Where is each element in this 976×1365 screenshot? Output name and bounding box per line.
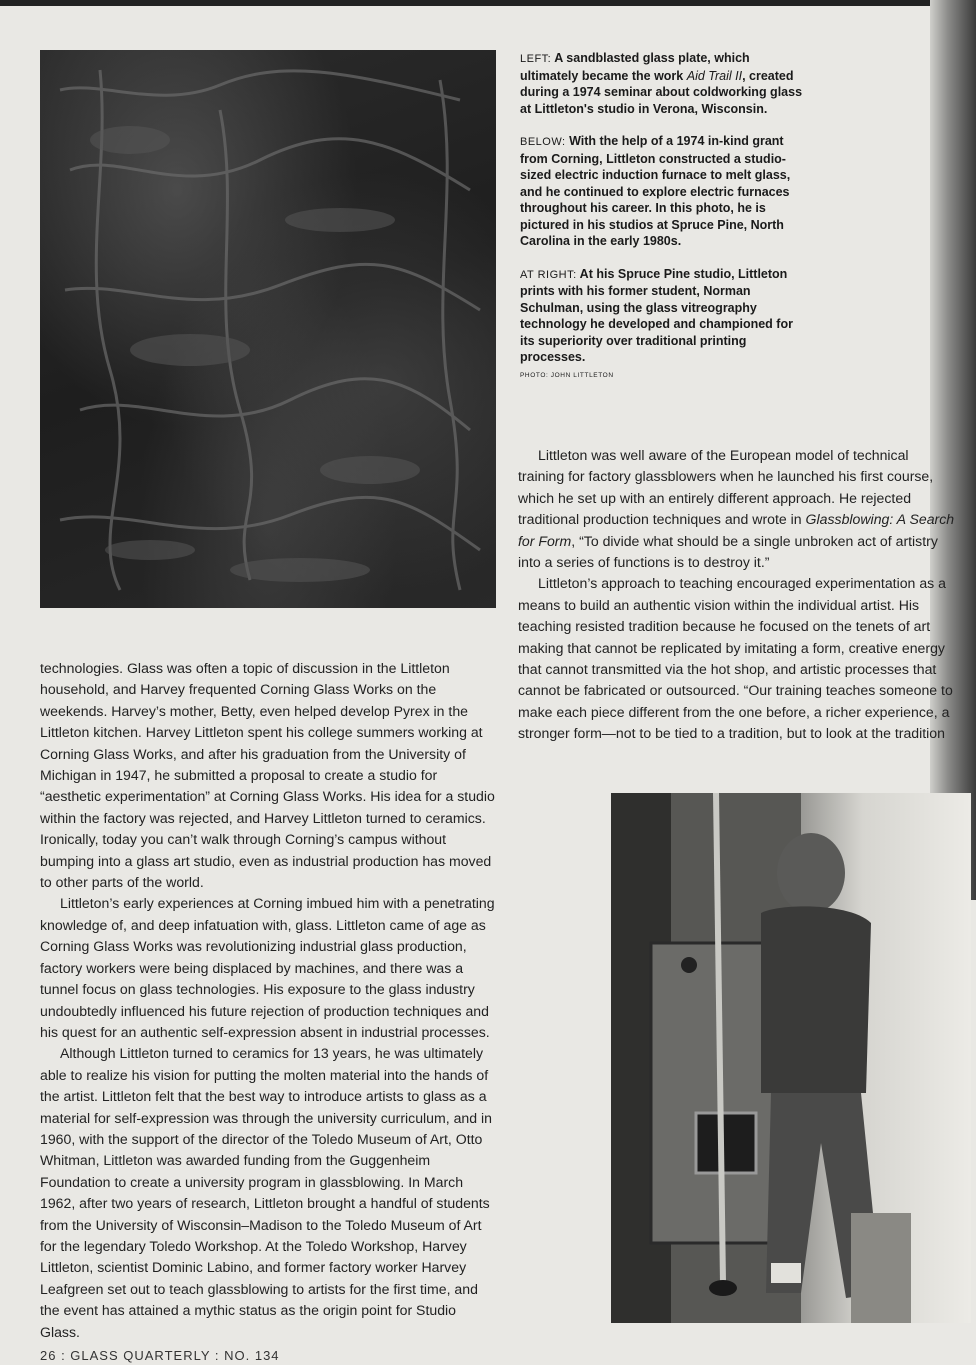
brick-stack xyxy=(851,1213,911,1323)
page-footer: 26 : GLASS QUARTERLY : NO. 134 xyxy=(40,1348,280,1363)
caption-right xyxy=(520,266,810,366)
caption-below-text: With the help of a 1974 in-kind grant from Corning, Littleton constructed a studio-sized electric induction furnace to melt glass, and he continued to explore electric furnaces throughout his career. In this photo, he is pictured in his studios at Spruce Pine, North Carolina in the early 1980s. xyxy=(520,134,791,248)
furnace-door xyxy=(696,1113,756,1173)
right-paragraph-2: Littleton’s approach to teaching encouraged experimentation as a means to build an authentic vision within the individual artist. His teaching resisted tradition because he focused on the tenets of art making that cannot be replicated by imitating a form, creative energy that cannot transmitted via the hot shop, and artistic processes that cannot be fabricated or outsourced. “Our training teaches someone to make each piece different from the one before, a richer experience, a stronger form—not to be tied to a tradition, but to look at the tradition xyxy=(518,575,953,742)
caption-left xyxy=(520,50,810,117)
right-p1-text-a: Littleton was well aware of the European model of technical training for factory glassblowers when he launched his first course, which he set up with an entirely different approach. He rejected traditional production techniques and wrote in xyxy=(518,447,934,528)
caption-below xyxy=(520,133,810,250)
page-top-edge xyxy=(0,0,976,6)
caption-left-work-title: Aid Trail II xyxy=(686,68,743,83)
glass-plate-texture xyxy=(40,50,496,608)
book-title: Glassblowing: A Search for Form xyxy=(518,511,955,549)
photo-captions xyxy=(520,50,810,384)
caption-right-label: AT RIGHT: xyxy=(520,268,577,281)
caption-left-text-2: , created during a 1974 seminar about coldworking glass at Littleton's studio in Verona, Wisconsin. xyxy=(520,68,803,116)
left-paragraph-2: Littleton’s early experiences at Corning imbued him with a penetrating knowledge of, and deep infatuation with, glass. Littleton came of age as Corning Glass Works was revolutionizing industrial glass production, factory workers were being displaced by machines, and there was a tunnel focus on glass technologies. His exposure to the glass industry undoubtedly influenced his future rejection of production techniques and his quest for an authentic self-expression absent in industrial processes. xyxy=(40,895,495,1040)
right-column xyxy=(518,445,958,745)
caption-right-text: At his Spruce Pine studio, Littleton prints with his former student, Norman Schulman, using the glass vitreography technology he developed and championed for its superiority over traditional printing processes. xyxy=(520,266,793,364)
glass-shard xyxy=(771,1263,801,1283)
blowpipe-base xyxy=(709,1280,737,1296)
left-column xyxy=(40,658,496,1343)
caption-below-label: BELOW: xyxy=(520,136,566,148)
person-head xyxy=(777,833,845,913)
left-paragraph-3: Although Littleton turned to ceramics for 13 years, he was ultimately able to realize his vision for putting the molten material into the hands of the artist. Littleton felt that the best way to introduce artists to glass as a material for self-expression was through the university curriculum, and in 1960, with the support of the director of the Toledo Museum of Art, Otto Whitman, Littleton was awarded funding from the Guggenheim Foundation to create a university program in glassblowing. In March 1962, after two years of research, Littleton brought a handful of students from the University of Wisconsin–Madison to the Toledo Museum of Art for the legendary Toledo Workshop. At the Toledo Workshop, Harvey Littleton, scientist Dominic Labino, and former factory worker Harvey Leafgreen set out to teach glassblowing to artists for the first time, and the event has attained a mythic status as the origin point for Studio Glass. xyxy=(40,1045,492,1340)
littleton-furnace-photo xyxy=(611,793,971,1323)
right-paragraph-1 xyxy=(518,445,958,573)
caption-left-text-1: A sandblasted glass plate, which ultimately became the work xyxy=(520,51,750,83)
caption-left-label: LEFT: xyxy=(520,53,552,65)
right-p1-text-b: , “To divide what should be a single unbroken act of artistry into a series of functions is to destroy it.” xyxy=(518,532,938,571)
furnace-scene xyxy=(611,793,971,1323)
photo-credit: PHOTO: JOHN LITTLETON xyxy=(520,371,614,379)
left-paragraph-1: technologies. Glass was often a topic of discussion in the Littleton household, and Harvey frequented Corning Glass Works on the weekends. Harvey’s mother, Betty, even helped develop Pyrex in the Littleton kitchen. Harvey Littleton spent his college summers working at Corning Glass Works, and after his graduation from the University of Michigan in 1947, he submitted a proposal to create a studio for “aesthetic experimentation” at Corning Glass Works. His idea for a studio within the factory was rejected, and Harvey Littleton turned to ceramics. Ironically, today you can’t walk through Corning’s campus without bumping into a glass art studio, even as industrial production has moved to other parts of the world. xyxy=(40,660,495,891)
glass-plate-photo xyxy=(40,50,496,608)
furnace-dial xyxy=(681,957,697,973)
person-torso xyxy=(761,906,871,1093)
